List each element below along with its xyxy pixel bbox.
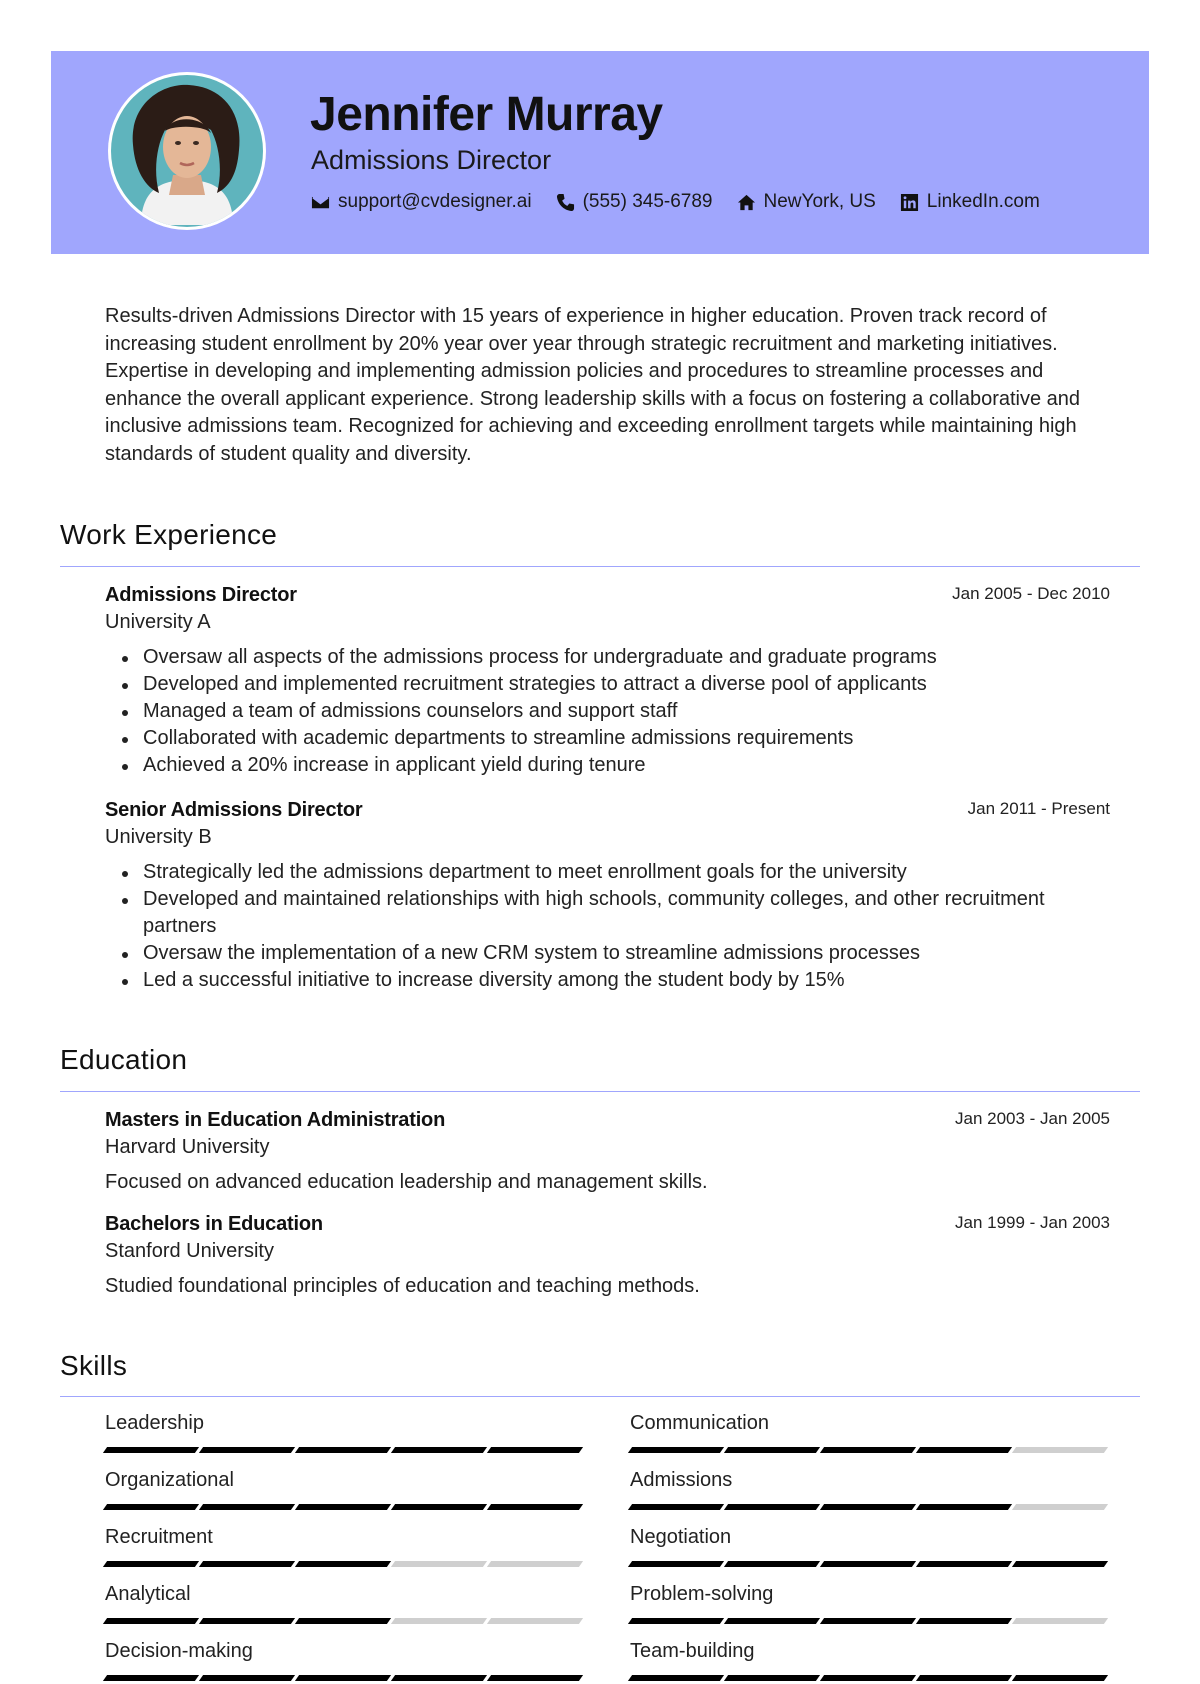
rating-segment-filled bbox=[820, 1447, 916, 1453]
rating-segment-filled bbox=[487, 1675, 583, 1681]
job-dates: Jan 2005 - Dec 2010 bbox=[952, 584, 1110, 603]
skill-item bbox=[105, 1410, 585, 1453]
list-item: Led a successful initiative to increase diversity among the student body by 15% bbox=[105, 967, 1110, 994]
linkedin-icon bbox=[900, 193, 919, 212]
skill-item bbox=[105, 1581, 585, 1624]
skill-rating-bar bbox=[105, 1618, 585, 1624]
skill-rating-bar bbox=[105, 1504, 585, 1510]
rating-segment-filled bbox=[295, 1504, 391, 1510]
rating-segment-empty bbox=[1012, 1504, 1108, 1510]
rating-segment-filled bbox=[916, 1618, 1012, 1624]
rating-segment-empty bbox=[1012, 1618, 1108, 1624]
rating-segment-filled bbox=[391, 1504, 487, 1510]
education-entry bbox=[105, 1107, 1110, 1196]
rating-segment-filled bbox=[820, 1504, 916, 1510]
education-dates: Jan 2003 - Jan 2005 bbox=[954, 1109, 1110, 1128]
rating-segment-filled bbox=[820, 1561, 916, 1567]
skill-rating-bar bbox=[630, 1504, 1110, 1510]
job-dates: Jan 2011 - Present bbox=[967, 799, 1110, 818]
institution: Harvard University bbox=[105, 1136, 270, 1158]
list-item: Managed a team of admissions counselors and support staff bbox=[105, 698, 1110, 725]
skill-name: Leadership bbox=[105, 1412, 204, 1434]
skill-item bbox=[105, 1524, 585, 1567]
skill-name: Team-building bbox=[630, 1640, 755, 1662]
envelope-icon bbox=[311, 193, 330, 212]
rating-segment-filled bbox=[724, 1447, 820, 1453]
resume-header bbox=[51, 51, 1149, 254]
skill-item bbox=[630, 1581, 1110, 1624]
rating-segment-filled bbox=[199, 1561, 295, 1567]
rating-segment-filled bbox=[103, 1447, 199, 1453]
rating-segment-filled bbox=[103, 1504, 199, 1510]
skill-item bbox=[630, 1410, 1110, 1453]
rating-segment-empty bbox=[391, 1561, 487, 1567]
section-divider bbox=[60, 1396, 1140, 1397]
skill-item bbox=[630, 1467, 1110, 1510]
skill-name: Organizational bbox=[105, 1469, 234, 1491]
education-description: Studied foundational principles of education and teaching methods. bbox=[105, 1275, 700, 1297]
rating-segment-empty bbox=[1012, 1447, 1108, 1453]
skill-name: Problem-solving bbox=[630, 1583, 774, 1605]
rating-segment-filled bbox=[724, 1504, 820, 1510]
rating-segment-empty bbox=[391, 1618, 487, 1624]
rating-segment-filled bbox=[628, 1504, 724, 1510]
rating-segment-filled bbox=[199, 1447, 295, 1453]
contact-linkedin[interactable] bbox=[900, 191, 1040, 213]
rating-segment-filled bbox=[724, 1561, 820, 1567]
rating-segment-filled bbox=[820, 1675, 916, 1681]
skill-name: Communication bbox=[630, 1412, 769, 1434]
skill-rating-bar bbox=[105, 1447, 585, 1453]
rating-segment-filled bbox=[1012, 1675, 1108, 1681]
rating-segment-filled bbox=[103, 1561, 199, 1567]
contact-phone[interactable] bbox=[556, 191, 713, 213]
section-divider bbox=[60, 566, 1140, 567]
job-title: Senior Admissions Director bbox=[105, 799, 363, 821]
skill-rating-bar bbox=[105, 1561, 585, 1567]
responsibility-list bbox=[105, 859, 1110, 994]
skill-rating-bar bbox=[105, 1675, 585, 1681]
education-entry bbox=[105, 1211, 1110, 1300]
rating-segment-filled bbox=[916, 1447, 1012, 1453]
skill-item bbox=[105, 1467, 585, 1510]
section-title-skills: Skills bbox=[60, 1350, 128, 1381]
skill-name: Analytical bbox=[105, 1583, 191, 1605]
rating-segment-empty bbox=[487, 1618, 583, 1624]
rating-segment-filled bbox=[724, 1675, 820, 1681]
rating-segment-filled bbox=[916, 1504, 1012, 1510]
degree-title: Bachelors in Education bbox=[105, 1213, 323, 1235]
avatar bbox=[108, 72, 266, 230]
profile-photo bbox=[111, 75, 263, 227]
rating-segment-empty bbox=[487, 1561, 583, 1567]
rating-segment-filled bbox=[628, 1561, 724, 1567]
contact-linkedin-text: LinkedIn.com bbox=[926, 191, 1040, 212]
institution: Stanford University bbox=[105, 1240, 274, 1262]
education-dates: Jan 1999 - Jan 2003 bbox=[954, 1213, 1110, 1232]
rating-segment-filled bbox=[1012, 1561, 1108, 1567]
contact-location bbox=[737, 191, 876, 213]
section-title-education: Education bbox=[60, 1044, 188, 1075]
skill-name: Negotiation bbox=[630, 1526, 732, 1548]
list-item: Oversaw the implementation of a new CRM system to streamline admissions processes bbox=[105, 940, 1110, 967]
rating-segment-filled bbox=[628, 1447, 724, 1453]
rating-segment-filled bbox=[295, 1561, 391, 1567]
education-description: Focused on advanced education leadership and management skills. bbox=[105, 1171, 708, 1193]
list-item: Collaborated with academic departments to streamline admissions requirements bbox=[105, 725, 1110, 752]
rating-segment-filled bbox=[724, 1618, 820, 1624]
skill-name: Decision-making bbox=[105, 1640, 253, 1662]
rating-segment-filled bbox=[628, 1675, 724, 1681]
list-item: Achieved a 20% increase in applicant yield during tenure bbox=[105, 752, 1110, 779]
work-entry bbox=[105, 797, 1110, 994]
work-entry bbox=[105, 582, 1110, 779]
phone-icon bbox=[556, 193, 575, 212]
contact-location-text: NewYork, US bbox=[763, 191, 876, 212]
contact-email[interactable] bbox=[311, 191, 532, 213]
section-divider bbox=[60, 1091, 1140, 1092]
rating-segment-filled bbox=[103, 1618, 199, 1624]
rating-segment-filled bbox=[199, 1675, 295, 1681]
skill-item bbox=[630, 1638, 1110, 1681]
list-item: Developed and maintained relationships with high schools, community colleges, and other recruitment partners bbox=[105, 886, 1110, 940]
rating-segment-filled bbox=[487, 1447, 583, 1453]
list-item: Strategically led the admissions department to meet enrollment goals for the university bbox=[105, 859, 1110, 886]
skill-item bbox=[630, 1524, 1110, 1567]
rating-segment-filled bbox=[391, 1675, 487, 1681]
rating-segment-filled bbox=[199, 1618, 295, 1624]
rating-segment-filled bbox=[916, 1675, 1012, 1681]
contact-email-text: support@cvdesigner.ai bbox=[338, 191, 532, 212]
professional-summary: Results-driven Admissions Director with 15 years of experience in higher education. Proven track record of increasing student enrollment by 20% year over year through strategic recruitment and marketing initiatives. Expertise in developing and implementing admission policies and procedures to streamline processes and enhance the overall applicant experience. Strong leadership skills with a focus on fostering a collaborative and inclusive admissions team. Recognized for achieving and exceeding enrollment targets while maintaining high standards of student quality and diversity. bbox=[105, 305, 1081, 465]
skill-name: Recruitment bbox=[105, 1526, 213, 1548]
list-item: Oversaw all aspects of the admissions process for undergraduate and graduate programs bbox=[105, 644, 1110, 671]
responsibility-list bbox=[105, 644, 1110, 779]
rating-segment-filled bbox=[295, 1618, 391, 1624]
contact-bar bbox=[311, 187, 1064, 217]
rating-segment-filled bbox=[820, 1618, 916, 1624]
list-item: Developed and implemented recruitment strategies to attract a diverse pool of applicants bbox=[105, 671, 1110, 698]
employer: University B bbox=[105, 826, 212, 848]
job-title: Admissions Director bbox=[105, 584, 297, 606]
employer: University A bbox=[105, 611, 211, 633]
candidate-name: Jennifer Murray bbox=[310, 88, 663, 141]
rating-segment-filled bbox=[391, 1447, 487, 1453]
rating-segment-filled bbox=[628, 1618, 724, 1624]
skill-rating-bar bbox=[630, 1447, 1110, 1453]
candidate-title: Admissions Director bbox=[311, 145, 552, 175]
rating-segment-filled bbox=[295, 1447, 391, 1453]
skill-rating-bar bbox=[630, 1561, 1110, 1567]
rating-segment-filled bbox=[916, 1561, 1012, 1567]
section-title-work: Work Experience bbox=[60, 519, 278, 550]
home-icon bbox=[737, 193, 756, 212]
rating-segment-filled bbox=[487, 1504, 583, 1510]
rating-segment-filled bbox=[199, 1504, 295, 1510]
skill-name: Admissions bbox=[630, 1469, 733, 1491]
rating-segment-filled bbox=[295, 1675, 391, 1681]
skill-rating-bar bbox=[630, 1618, 1110, 1624]
contact-phone-text: (555) 345-6789 bbox=[582, 191, 713, 212]
rating-segment-filled bbox=[103, 1675, 199, 1681]
skill-rating-bar bbox=[630, 1675, 1110, 1681]
degree-title: Masters in Education Administration bbox=[105, 1109, 446, 1131]
skill-item bbox=[105, 1638, 585, 1681]
